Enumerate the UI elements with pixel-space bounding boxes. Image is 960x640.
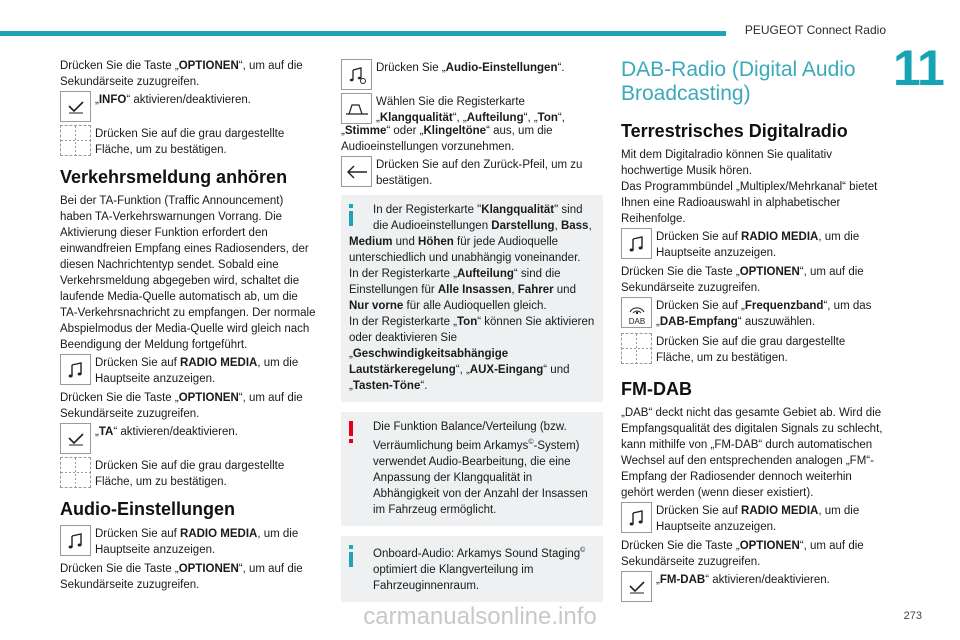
- back-arrow-icon: [341, 156, 372, 187]
- step-back-arrow: Drücken Sie auf den Zurück-Pfeil, um zu bestätigen.: [341, 156, 603, 189]
- step-confirm-grey-area: Drücken Sie auf die grau dargestellte Fläche, um zu bestätigen.: [60, 125, 318, 158]
- step-radio-media-4: Drücken Sie auf RADIO MEDIA, um die Hauptseite anzuzeigen.: [621, 502, 885, 535]
- step-frequency-band: DAB Drücken Sie auf „Frequenzband“, um das „DAB-Empfang“ auszuwählen.: [621, 297, 885, 330]
- warning-icon: [349, 421, 353, 448]
- page-number: 273: [903, 610, 922, 622]
- checkbox-icon: [60, 423, 91, 454]
- chapter-number: 11: [893, 40, 944, 96]
- checkbox-icon: [60, 91, 91, 122]
- options-instruction-3: Drücken Sie die Taste „OPTIONEN“, um auf die Sekundärseite zuzugreifen.: [60, 563, 303, 591]
- tab-icon: [341, 93, 372, 124]
- fm-dab-text: „DAB“ deckt nicht das gesamte Gebiet ab. Wird die Empfangsqualität des digitalen Signals zu schlecht, kann mithilfe von „FM-DAB“ durch automatischen Wechsel auf den entsprechenden analogen „FM“-Empfang der Radiosender dennoch weiterhin gehört werden (wenn dieser existiert).: [621, 407, 883, 499]
- options-instruction: Drücken Sie die Taste „OPTIONEN“, um auf die Sekundärseite zuzugreifen.: [60, 60, 303, 88]
- heading-terrestrial: Terrestrisches Digitalradio: [621, 121, 848, 141]
- step-ta-toggle: „TA“ aktivieren/deaktivieren.: [60, 423, 318, 454]
- step-info-toggle: „INFO“ aktivieren/deaktivieren.: [60, 91, 318, 122]
- column-3: [621, 58, 885, 605]
- step-select-tab: Wählen Sie die Registerkarte „Klangqualität“, „Aufteilung“, „Ton“,: [341, 93, 603, 126]
- warning-box-balance: Die Funktion Balance/Verteilung (bzw. Verräumlichung beim Arkamys©-System) verwendet Audio-Bearbeitung, die eine Anpassung der Klangqualität in Abhängigkeit von der Anzahl der Insassen im Fahrzeug ermöglicht.: [341, 412, 603, 526]
- info-box-sound-tabs: In der Registerkarte "Klangqualität" sind die Audioeinstellungen Darstellung, Bass, Medium und Höhen für jede Audioquelle unterschiedlich und unabhängig voneinander. In der Registerkarte „Aufteilung“ sind die Einstellungen für Alle Insassen, Fahrer und Nur vorne für alle Audioquellen gleich. In der Registerkarte „Ton“ können Sie aktivieren oder deaktivieren Sie „Geschwindigkeitsabhängige Lautstärkeregelung“, „AUX-Eingang“ und „Tasten-Töne“.: [341, 195, 603, 402]
- music-note-icon: [621, 502, 652, 533]
- options-instruction-4: Drücken Sie die Taste „OPTIONEN“, um auf die Sekundärseite zuzugreifen.: [621, 266, 864, 294]
- step-fm-dab-toggle: „FM-DAB“ aktivieren/deaktivieren.: [621, 571, 885, 602]
- options-instruction-5: Drücken Sie die Taste „OPTIONEN“, um auf die Sekundärseite zuzugreifen.: [621, 540, 864, 568]
- step-radio-media: Drücken Sie auf RADIO MEDIA, um die Hauptseite anzuzeigen.: [60, 354, 318, 387]
- checkbox-icon: [621, 571, 652, 602]
- terrestrial-text-2: Das Programmbündel „Multiplex/Mehrkanal“ bietet Ihnen eine Radioauswahl in alphabetischer Reihenfolge.: [621, 181, 878, 225]
- step-confirm-grey-area-2: Drücken Sie auf die grau dargestellte Fläche, um zu bestätigen.: [60, 457, 318, 490]
- header-title: PEUGEOT Connect Radio: [744, 23, 886, 37]
- grid-area-icon: [621, 333, 652, 364]
- info-box-arkamys: Onboard-Audio: Arkamys Sound Staging© optimiert die Klangverteilung im Fahrzeuginnenraum.: [341, 536, 603, 602]
- step-radio-media-2: Drücken Sie auf RADIO MEDIA, um die Hauptseite anzuzeigen.: [60, 525, 318, 558]
- watermark: carmanualsonline.info: [363, 603, 597, 630]
- dab-radio-icon: [621, 297, 652, 328]
- heading-dab: DAB-Radio (Digital Audio Broadcasting): [621, 58, 856, 105]
- header-accent-bar: [0, 31, 726, 36]
- column-1: [60, 58, 318, 593]
- options-instruction-2: Drücken Sie die Taste „OPTIONEN“, um auf die Sekundärseite zuzugreifen.: [60, 392, 303, 420]
- heading-traffic: Verkehrsmeldung anhören: [60, 167, 288, 187]
- traffic-text: Bei der TA-Funktion (Traffic Announcement) haben TA-Verkehrswarnungen Vorrang. Die Aktivierung dieser Funktion erfordert den einwandfreien Empfang eines Radiosenders, der diesen Nachrichtentyp sendet. Sobald eine Verkehrsmeldung abgegeben wird, schaltet die laufende Media-Quelle automatisch ab, um die TA-Verkehrsnachricht zu empfangen. Der normale Abspielmodus der Media-Quelle wird gleich nach Beendigung der Meldung fortgeführt.: [60, 195, 316, 351]
- grid-area-icon: [60, 125, 91, 156]
- music-note-icon: [60, 354, 91, 385]
- music-note-icon: [60, 525, 91, 556]
- music-note-icon: [621, 228, 652, 259]
- column-2: [341, 58, 603, 612]
- step-radio-media-3: Drücken Sie auf RADIO MEDIA, um die Hauptseite anzuzeigen.: [621, 228, 885, 261]
- info-icon: [349, 545, 353, 572]
- tab-selection-cont: „Stimme“ oder „Klingeltöne“ aus, um die Audioeinstellungen vorzunehmen.: [341, 125, 553, 153]
- heading-fm-dab: FM-DAB: [621, 379, 692, 399]
- audio-settings-icon: [341, 59, 372, 90]
- step-audio-settings: Drücken Sie „Audio-Einstellungen“.: [341, 59, 603, 90]
- step-confirm-grey-area-3: Drücken Sie auf die grau dargestellte Fläche, um zu bestätigen.: [621, 333, 885, 366]
- info-icon: [349, 204, 353, 231]
- terrestrial-text-1: Mit dem Digitalradio können Sie qualitativ hochwertige Musik hören.: [621, 149, 832, 177]
- dab-icon-label: DAB: [628, 316, 645, 326]
- grid-area-icon: [60, 457, 91, 488]
- heading-audio: Audio-Einstellungen: [60, 499, 235, 519]
